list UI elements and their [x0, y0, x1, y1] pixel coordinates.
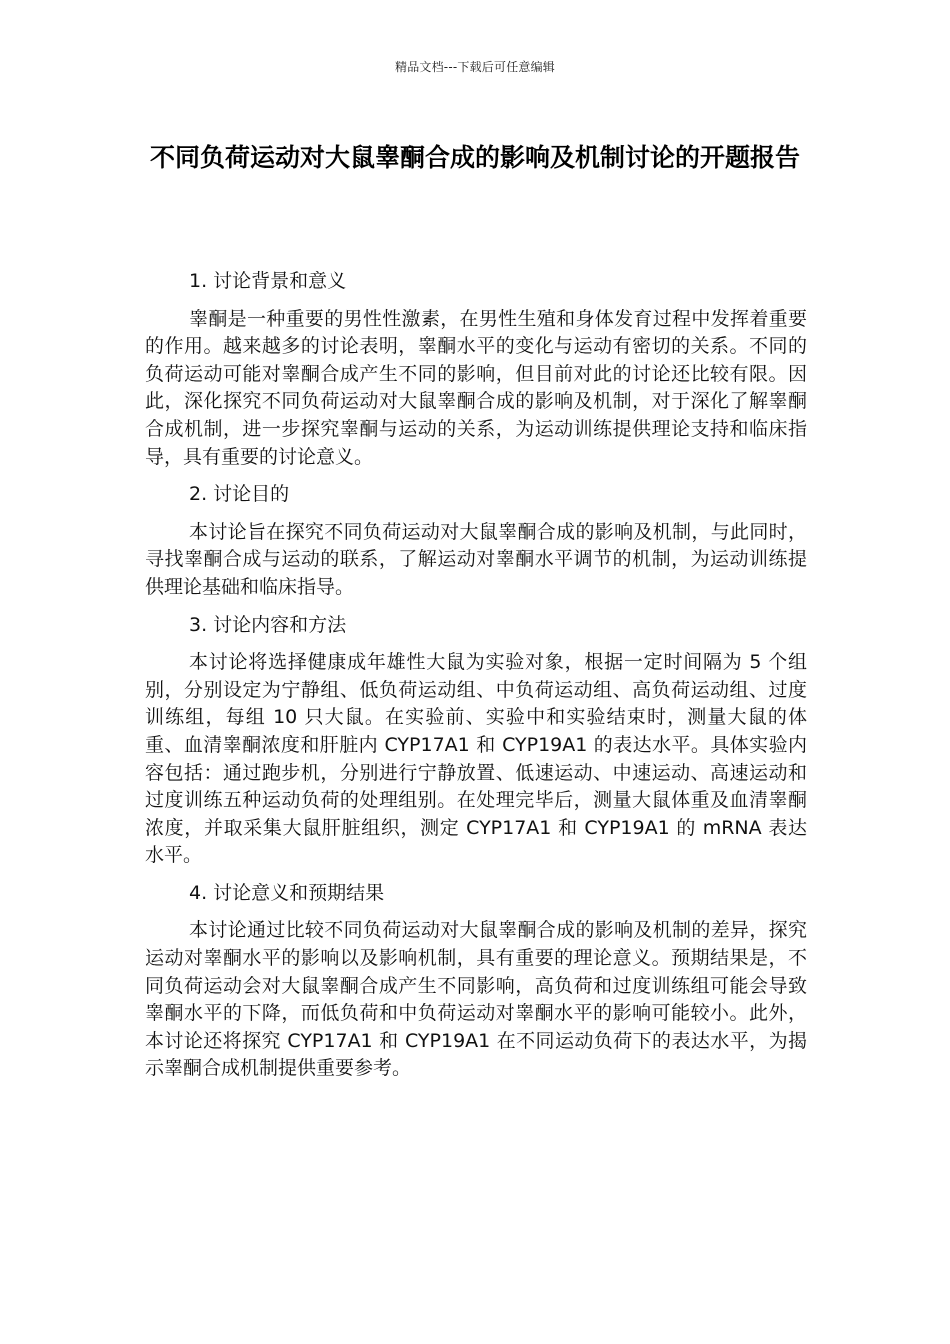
section-heading: 1. 讨论背景和意义: [189, 270, 347, 292]
section-paragraph: 本讨论旨在探究不同负荷运动对大鼠睾酮合成的影响及机制，与此同时，寻找睾酮合成与运动的联系，了解运动对睾酮水平调节的机制，为运动训练提供理论基础和临床指导。: [145, 520, 807, 598]
section-background: [145, 268, 807, 471]
section-heading: 2. 讨论目的: [189, 483, 290, 506]
section-purpose: [145, 481, 807, 601]
section-heading: 3. 讨论内容和方法: [189, 613, 347, 636]
section-paragraph: 睾酮是一种重要的男性性激素，在男性生殖和身体发育过程中发挥着重要的作用。越来越多的讨论表明，睾酮水平的变化与运动有密切的关系。不同的负荷运动可能对睾酮合成产生不同的影响，但目前对此的讨论还比较有限。因此，深化探究不同负荷运动对大鼠睾酮合成的影响及机制，对于深化了解睾酮合成机制，进一步探究睾酮与运动的关系，为运动训练提供理论支持和临床指导，具有重要的讨论意义。: [145, 307, 807, 468]
section-paragraph: 本讨论通过比较不同负荷运动对大鼠睾酮合成的影响及机制的差异，探究运动对睾酮水平的影响以及影响机制，具有重要的理论意义。预期结果是，不同负荷运动会对大鼠睾酮合成产生不同影响，高负荷和过度训练组可能会导致睾酮水平的下降，而低负荷和中负荷运动对睾酮水平的影响可能较小。此外，本讨论还将探究 CYP17A1 和 CYP19A1 在不同运动负荷下的表达水平，为揭示睾酮合成机制提供重要参考。: [145, 919, 807, 1080]
document-title: 不同负荷运动对大鼠睾酮合成的影响及机制讨论的开题报告: [149, 143, 800, 172]
section-methods: [145, 612, 807, 870]
section-paragraph: 本讨论将选择健康成年雄性大鼠为实验对象，根据一定时间隔为 5 个组别，分别设定为宁静组、低负荷运动组、中负荷运动组、高负荷运动组、过度训练组，每组 10 只大鼠。在实验前、实验中和实验结束时，测量大鼠的体重、血清睾酮浓度和肝脏内 CYP17A1 和 CYP19A1 的表达水平。具体实验内容包括：通过跑步机，分别进行宁静放置、低速运动、中速运动、高速运动和过度训练五种运动负荷的处理组别。在处理完毕后，测量大鼠体重及血清睾酮浓度，并取采集大鼠肝脏组织，测定 CYP17A1 和 CYP19A1 的 mRNA 表达水平。: [145, 651, 807, 867]
document-body: [145, 268, 807, 1093]
section-significance: [145, 880, 807, 1083]
section-heading: 4. 讨论意义和预期结果: [189, 881, 385, 904]
header-note: 精品文档---下载后可任意编辑: [395, 60, 555, 74]
